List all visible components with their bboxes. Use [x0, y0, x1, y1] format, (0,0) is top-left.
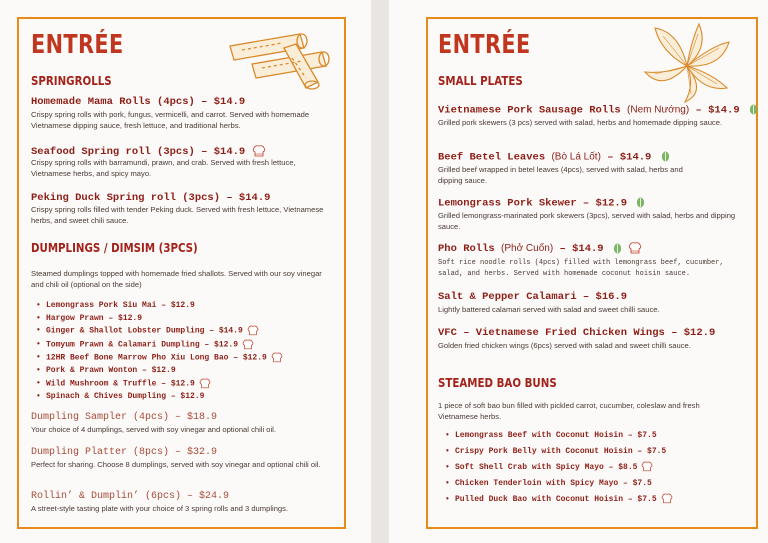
small-plate-item-name [438, 151, 670, 163]
list-item [445, 444, 673, 460]
left-menu-page [0, 0, 371, 543]
small-plate-item-desc: Golden fried chicken wings (6pcs) served with salad and sweet chilli sauce. [438, 341, 691, 350]
list-item-text: Ginger & Shallot Lobster Dumpling – $14.9 [46, 327, 243, 337]
springroll-item-name: Peking Duck Spring roll (3pcs) – $14.9 [31, 192, 271, 204]
herb-leaves-illustration [641, 22, 733, 104]
dumpling-special-desc: Your choice of 4 dumplings, served with soy vinegar and optional chili oil. [31, 425, 276, 434]
dumpling-list [36, 300, 283, 404]
bao-heading: STEAMED BAO BUNS [438, 375, 557, 390]
item-name-text: Pho Rolls [438, 242, 495, 255]
bao-list [445, 428, 673, 508]
list-item-text: Pork & Prawn Wonton – $12.9 [46, 366, 176, 376]
right-menu-page [389, 0, 768, 543]
list-item [36, 313, 283, 326]
dumpling-special-name: Dumpling Platter (8pcs) – $32.9 [31, 447, 218, 458]
list-item-text: Lemongrass Beef with Coconut Hoisin – $7.5 [455, 431, 657, 440]
springroll-item-desc: Crispy spring rolls filled with tender Peking duck. Served with fresh lettuce, Vietnamese herbs, and sweet chili sauce. [31, 205, 324, 225]
list-item-text: Pulled Duck Bao with Coconut Hoisin – $7.5 [455, 495, 657, 504]
list-item [36, 391, 283, 404]
dumplings-intro: Steamed dumplings topped with homemade fried shallots. Served with our soy vinegar and chili oil (optional on the side) [31, 269, 322, 289]
springroll-item-desc: Crispy spring rolls with pork, fungus, vermicelli, and carrot. Served with homemade Vietnamese dipping sauce, fresh lettuce, and traditional herbs. [31, 110, 310, 130]
small-plate-item-name [438, 104, 758, 116]
list-item [445, 476, 673, 492]
dumplings-heading: DUMPLINGS / DIMSIM (3PCS) [31, 240, 198, 255]
small-plate-item-name [438, 242, 642, 255]
small-plate-item-desc: Grilled beef wrapped in betel leaves (4pcs), served with salad, herbs and dipping sauce. [438, 165, 683, 185]
list-item [445, 460, 673, 476]
small-plates-heading: SMALL PLATES [438, 73, 523, 88]
small-plate-item-name: Salt & Pepper Calamari – $16.9 [438, 291, 628, 303]
small-plate-item-desc: Grilled lemongrass-marinated pork skewers (3pcs), served with salad, herbs and dipping sauce. [438, 211, 736, 231]
chef-hat-icon [271, 352, 283, 363]
dumpling-special-desc: A street-style tasting plate with your choice of 3 spring rolls and 3 dumplings. [31, 504, 289, 513]
page-title: ENTRÉE [438, 30, 531, 60]
small-plate-item-desc: Grilled pork skewers (3 pcs) served with salad, herbs and homemade dipping sauce. [438, 118, 723, 127]
chef-hat-icon [628, 242, 642, 254]
list-item-text: Chicken Tenderloin with Spicy Mayo – $7.5 [455, 479, 652, 488]
item-price: – $14.9 [607, 151, 652, 164]
list-item [36, 365, 283, 378]
list-item-text: Lemongrass Pork Siu Mai – $12.9 [46, 301, 195, 310]
item-price: – $14.9 [559, 242, 604, 255]
list-item [36, 325, 283, 338]
list-item [36, 300, 283, 313]
springroll-item-name: Homemade Mama Rolls (4pcs) – $14.9 [31, 96, 246, 108]
list-item [445, 492, 673, 508]
list-item [36, 339, 283, 352]
spring-rolls-illustration [222, 28, 334, 94]
list-item-text: Hargow Prawn – $12.9 [46, 313, 143, 323]
vegan-leaf-icon [661, 151, 670, 162]
springroll-item-desc: Crispy spring rolls with barramundi, prawn, and crab. Served with fresh lettuce, Vietnamese herbs, and spicy mayo. [31, 158, 296, 178]
list-item-text: 12HR Beef Bone Marrow Pho Xiu Long Bao – $12.9 [46, 353, 267, 363]
small-plate-item-desc: Lightly battered calamari served with salad and sweet chilli sauce. [438, 305, 660, 314]
item-viet-name: (Bò Lá Lốt) [551, 151, 601, 163]
list-item-text: Tomyum Prawn & Calamari Dumpling – $12.9 [46, 340, 239, 350]
chef-hat-icon [252, 145, 266, 157]
springrolls-heading: SPRINGROLLS [31, 73, 112, 88]
item-name-text: Vietnamese Pork Sausage Rolls [438, 104, 621, 117]
chef-hat-icon [242, 339, 254, 350]
dumpling-special-name: Dumpling Sampler (4pcs) – $18.9 [31, 412, 218, 423]
list-item [445, 428, 673, 444]
item-name-text: Seafood Spring roll (3pcs) – $14.9 [31, 145, 246, 158]
chef-hat-icon [661, 493, 673, 504]
list-item [36, 352, 283, 365]
vegan-leaf-icon [749, 104, 758, 115]
page-title: ENTRÉE [31, 30, 124, 60]
item-viet-name: (Phở Cuốn) [501, 242, 554, 254]
item-name-text: Beef Betel Leaves [438, 151, 546, 164]
dumpling-special-desc: Perfect for sharing. Choose 8 dumplings, served with soy vinegar and optional chili oil. [31, 460, 321, 469]
vegan-leaf-icon [613, 243, 622, 254]
list-item-text: Wild Mushroom & Truffle – $12.9 [46, 379, 195, 389]
vegan-leaf-icon [636, 197, 645, 208]
small-plate-item-name: VFC – Vietnamese Fried Chicken Wings – $12.9 [438, 327, 716, 339]
chef-hat-icon [247, 325, 259, 336]
list-item [36, 378, 283, 391]
list-item-text: Soft Shell Crab with Spicy Mayo – $8.5 [455, 463, 638, 472]
small-plate-item-name [438, 197, 645, 209]
list-item-text: Spinach & Chives Dumpling – $12.9 [46, 392, 205, 402]
item-viet-name: (Nem Nướng) [627, 104, 690, 116]
item-name-text: Lemongrass Pork Skewer – $12.9 [438, 197, 628, 210]
item-price: – $14.9 [695, 104, 740, 117]
bao-intro: 1 piece of soft bao bun filled with pickled carrot, cucumber, coleslaw and fresh Vietnamese herbs. [438, 401, 700, 421]
chef-hat-icon [199, 378, 211, 389]
small-plate-item-desc: Soft rice noodle rolls (4pcs) filled with lemongrass beef, cucumber, salad, and herbs. Served with homemade coconut hoisin sauce. [438, 259, 724, 278]
chef-hat-icon [641, 461, 653, 472]
springroll-item-name [31, 145, 266, 158]
list-item-text: Crispy Pork Belly with Coconut Hoisin – $7.5 [455, 447, 667, 456]
dumpling-special-name: Rollin’ & Dumplin’ (6pcs) – $24.9 [31, 491, 230, 502]
